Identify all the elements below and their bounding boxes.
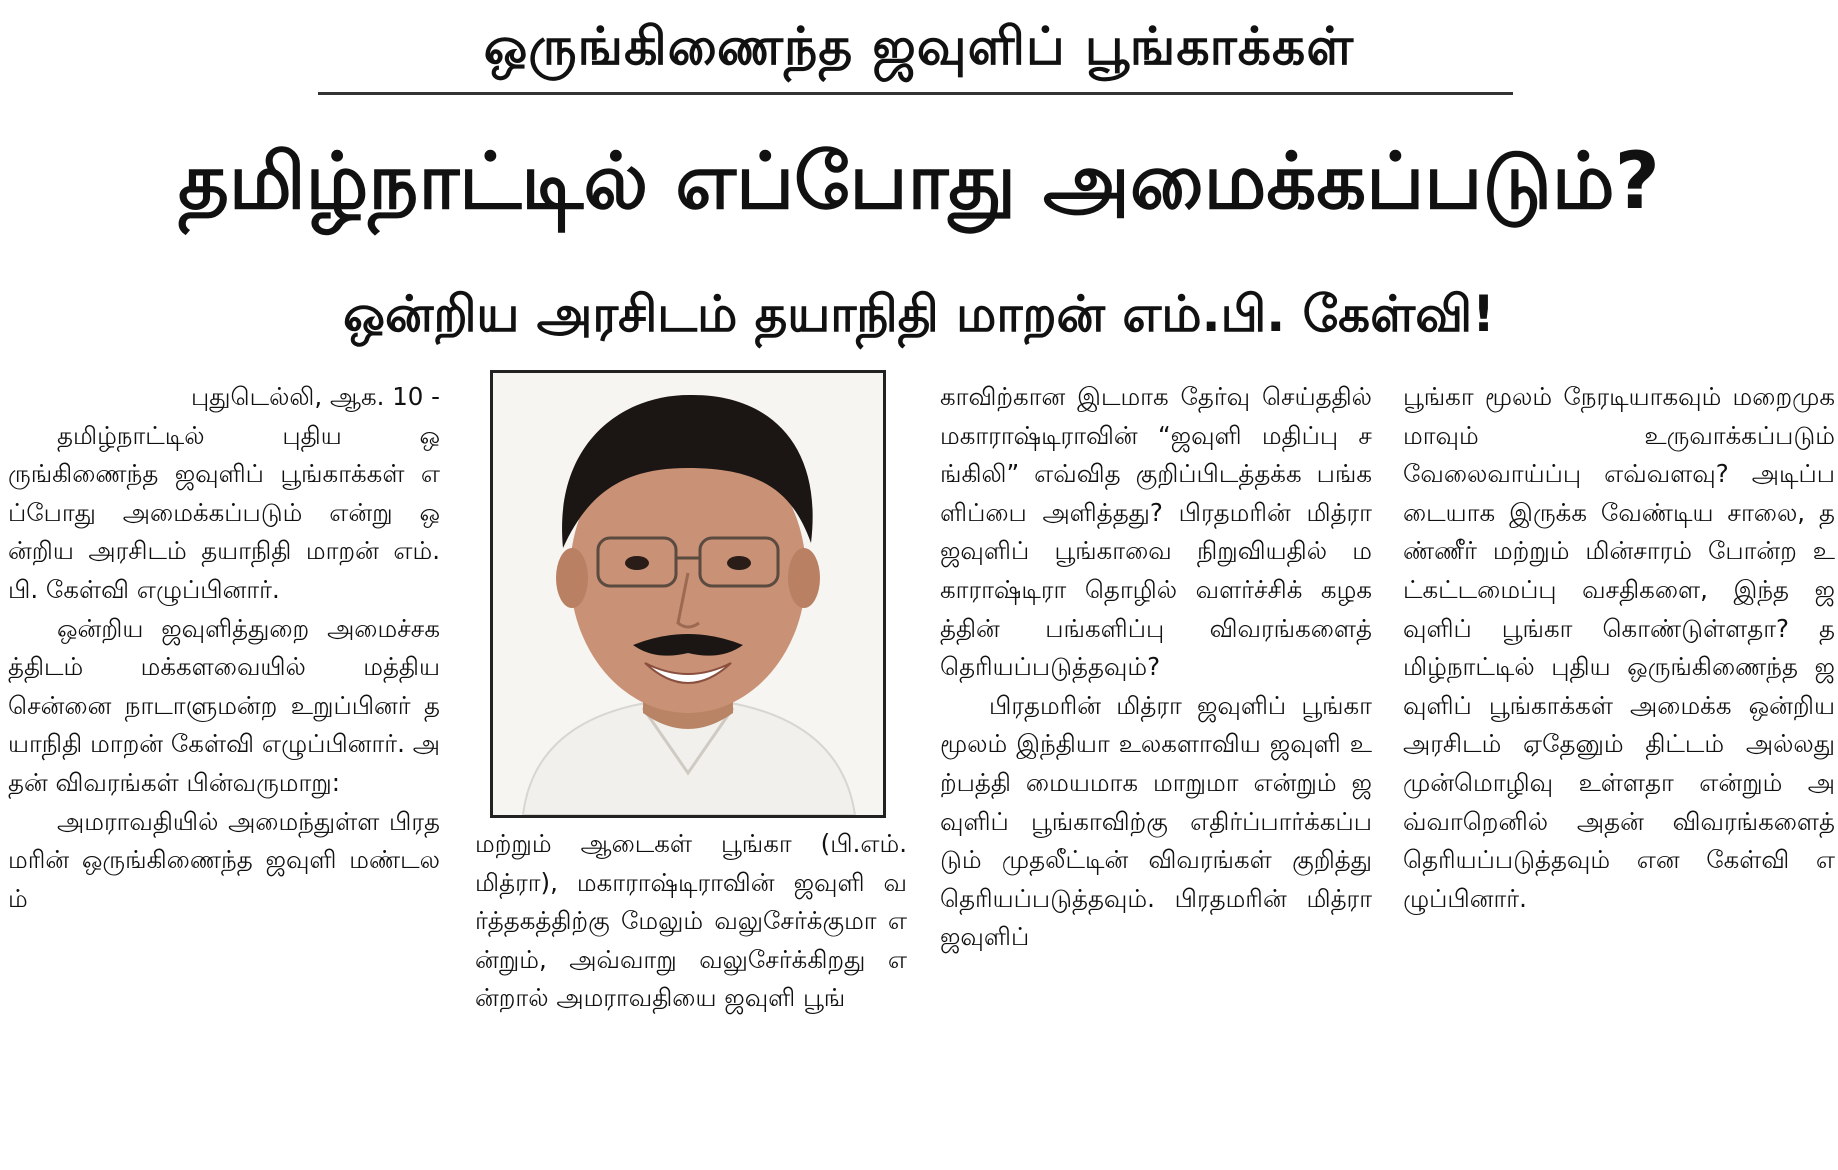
dateline: புதுடெல்லி, ஆக. 10 -: [191, 382, 440, 411]
article-paragraph: தமிழ்நாட்டில் புதிய ஒருங்கிணைந்த ஜவுளிப் பூங்காக்கள் எப்போது அமைக்கப்படும் என்று ஒன்றிய அரசிடம் தயாநிதி மாறன் எம்.பி. கேள்வி எழுப்பினார்.: [8, 420, 440, 604]
kicker-underline-rule: [318, 92, 1513, 95]
main-headline: தமிழ்நாட்டில் எப்போது அமைக்கப்படும்?: [178, 137, 1660, 227]
article-paragraph: அமராவதியில் அமைந்துள்ள பிரதமரின் ஒருங்கிணைந்த ஜவுளி மண்டலம்: [8, 806, 440, 913]
article-column-1: [8, 378, 440, 918]
portrait-photo: [490, 370, 886, 818]
article-column-2: [475, 825, 907, 1018]
article-paragraph: ஒன்றிய ஜவுளித்துறை அமைச்சகத்திடம் மக்களவையில் மத்திய சென்னை நாடாளுமன்ற உறுப்பினர் தயாநிதி மாறன் கேள்வி எழுப்பினார். அதன் விவரங்கள் பின்வருமாறு:: [8, 613, 440, 797]
article-paragraph: பூங்கா மூலம் நேரடியாகவும் மறைமுகமாவும் உருவாக்கப்படும் வேலைவாய்ப்பு எவ்வளவு? அடிப்படையாக இருக்க வேண்டிய சாலை, தண்ணீர் மற்றும் மின்சாரம் போன்ற உட்கட்டமைப்பு வசதிகளை, இந்த ஜவுளிப் பூங்கா கொண்டுள்ளதா? தமிழ்நாட்டில் புதிய ஒருங்கிணைந்த ஜவுளிப் பூங்காக்கள் அமைக்க ஒன்றிய அரசிடம் ஏதேனும் திட்டம் அல்லது முன்மொழிவு உள்ளதா என்றும் அவ்வாறெனில் அதன் விவரங்களைத் தெரியப்படுத்தவும் என கேள்வி எழுப்பினார்.: [1403, 382, 1835, 913]
kicker-heading: ஒருங்கிணைந்த ஜவுளிப் பூங்காக்கள்: [483, 17, 1355, 77]
article-column-3: [940, 378, 1372, 957]
article-paragraph: காவிற்கான இடமாக தேர்வு செய்ததில் மகாராஷ்டிராவின் “ஜவுளி மதிப்பு சங்கிலி” எவ்வித குறிப்பிடத்தக்க பங்களிப்பை அளித்தது? பிரதமரின் மித்ரா ஜவுளிப் பூங்காவை நிறுவியதில் மகாராஷ்டிரா தொழில் வளர்ச்சிக் கழகத்தின் பங்களிப்பு விவரங்களைத் தெரியப்படுத்தவும்?: [940, 382, 1372, 682]
article-paragraph: மற்றும் ஆடைகள் பூங்கா (பி.எம். மித்ரா), மகாராஷ்டிராவின் ஜவுளி வர்த்தகத்திற்கு மேலும் வலுசேர்க்குமா என்றும், அவ்வாறு வலுசேர்க்கிறது என்றால் அமராவதியை ஜவுளி பூங்: [475, 829, 907, 1013]
article-paragraph: பிரதமரின் மித்ரா ஜவுளிப் பூங்கா மூலம் இந்தியா உலகளாவிய ஜவுளி உற்பத்தி மையமாக மாறுமா என்றும் ஜவுளிப் பூங்காவிற்கு எதிர்ப்பார்க்கப்படும் முதலீட்டின் விவரங்கள் குறித்து தெரியப்படுத்தவும். பிரதமரின் மித்ரா ஜவுளிப்: [940, 690, 1372, 952]
article-column-4: [1403, 378, 1835, 918]
sub-headline: ஒன்றிய அரசிடம் தயாநிதி மாறன் எம்.பி. கேள்வி!: [343, 285, 1495, 343]
portrait-illustration: [493, 373, 883, 815]
